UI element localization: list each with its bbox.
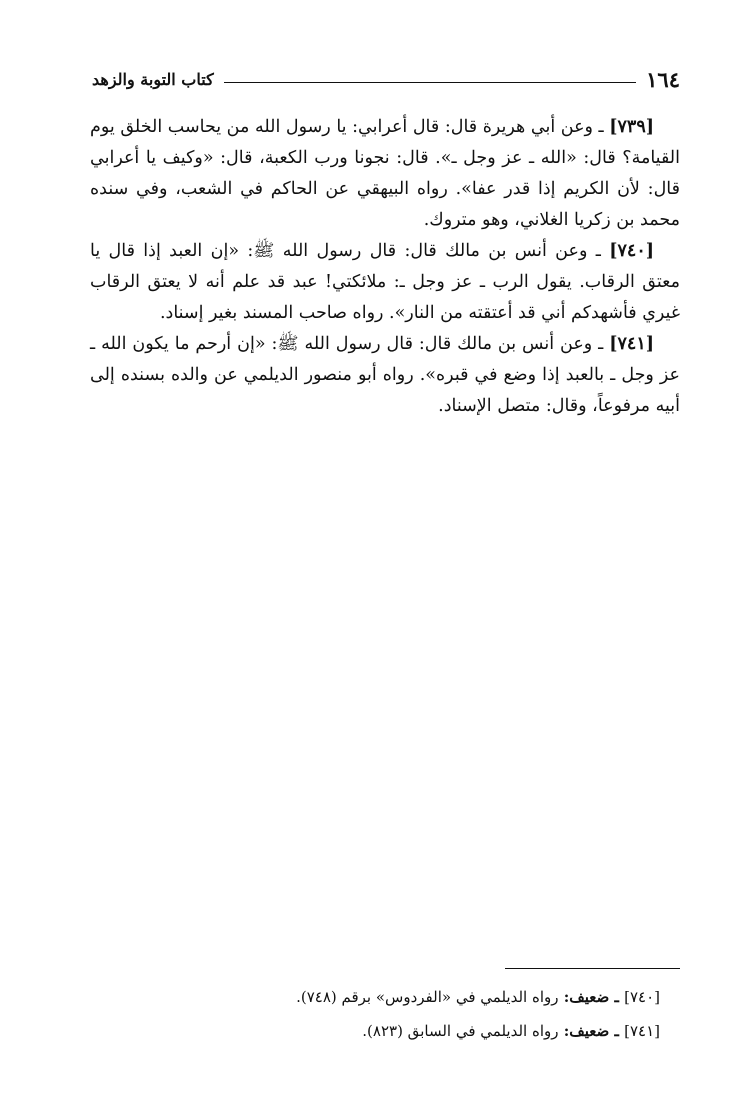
hadith-entry-741 [90,329,680,422]
footnotes [90,980,680,1048]
hadith-text: ـ وعن أنس بن مالك قال: قال رسول الله ﷺ: «إن أرحم ما يكون الله ـ عز وجل ـ بالعبد إذا وضع في قبره». رواه أبو منصور الديلمي عن والده بسنده إلى أبيه مرفوعاً، وقال: متصل الإسناد. [90,334,680,416]
hadith-entry-740 [90,236,680,329]
footnote-ref: [٧٤١] [624,1022,660,1040]
book-title: كتاب التوبة والزهد [92,69,214,89]
running-header [92,64,680,94]
footnote-ref: [٧٤٠] [624,988,660,1006]
hadith-entry-739 [90,112,680,236]
footnote-separator [505,968,680,969]
footnote-text: رواه الديلمي في «الفردوس» برقم (٧٤٨). [296,988,559,1006]
main-text [90,112,680,422]
hadith-number: [٧٣٩] [609,117,654,137]
footnote-text: رواه الديلمي في السابق (٨٢٣). [362,1022,559,1040]
header-rule [224,82,636,83]
footnote-grade: ـ ضعيف: [558,988,625,1006]
footnote-741 [90,1014,680,1048]
hadith-number: [٧٤١] [609,334,654,354]
page-number: ١٦٤ [646,66,680,92]
footnote-grade: ـ ضعيف: [558,1022,625,1040]
footnote-740 [90,980,680,1014]
hadith-text: ـ وعن أنس بن مالك قال: قال رسول الله ﷺ: «إن العبد إذا قال يا معتق الرقاب. يقول الرب ـ عز وجل ـ: ملائكتي! عبد قد علم أنه لا يعتق الرقاب غيري فأشهدكم أني قد أعتقته من النار». رواه صاحب المسند بغير إسناد. [90,241,680,323]
hadith-text: ـ وعن أبي هريرة قال: قال أعرابي: يا رسول الله من يحاسب الخلق يوم القيامة؟ قال: «الله ـ عز وجل ـ». قال: نجونا ورب الكعبة، قال: «وكيف يا أعرابي قال: لأن الكريم إذا قدر عفا». رواه البيهقي عن الحاكم في الشعب، وفي سنده محمد بن زكريا الغلاني، وهو متروك. [90,117,680,230]
hadith-number: [٧٤٠] [609,241,654,261]
